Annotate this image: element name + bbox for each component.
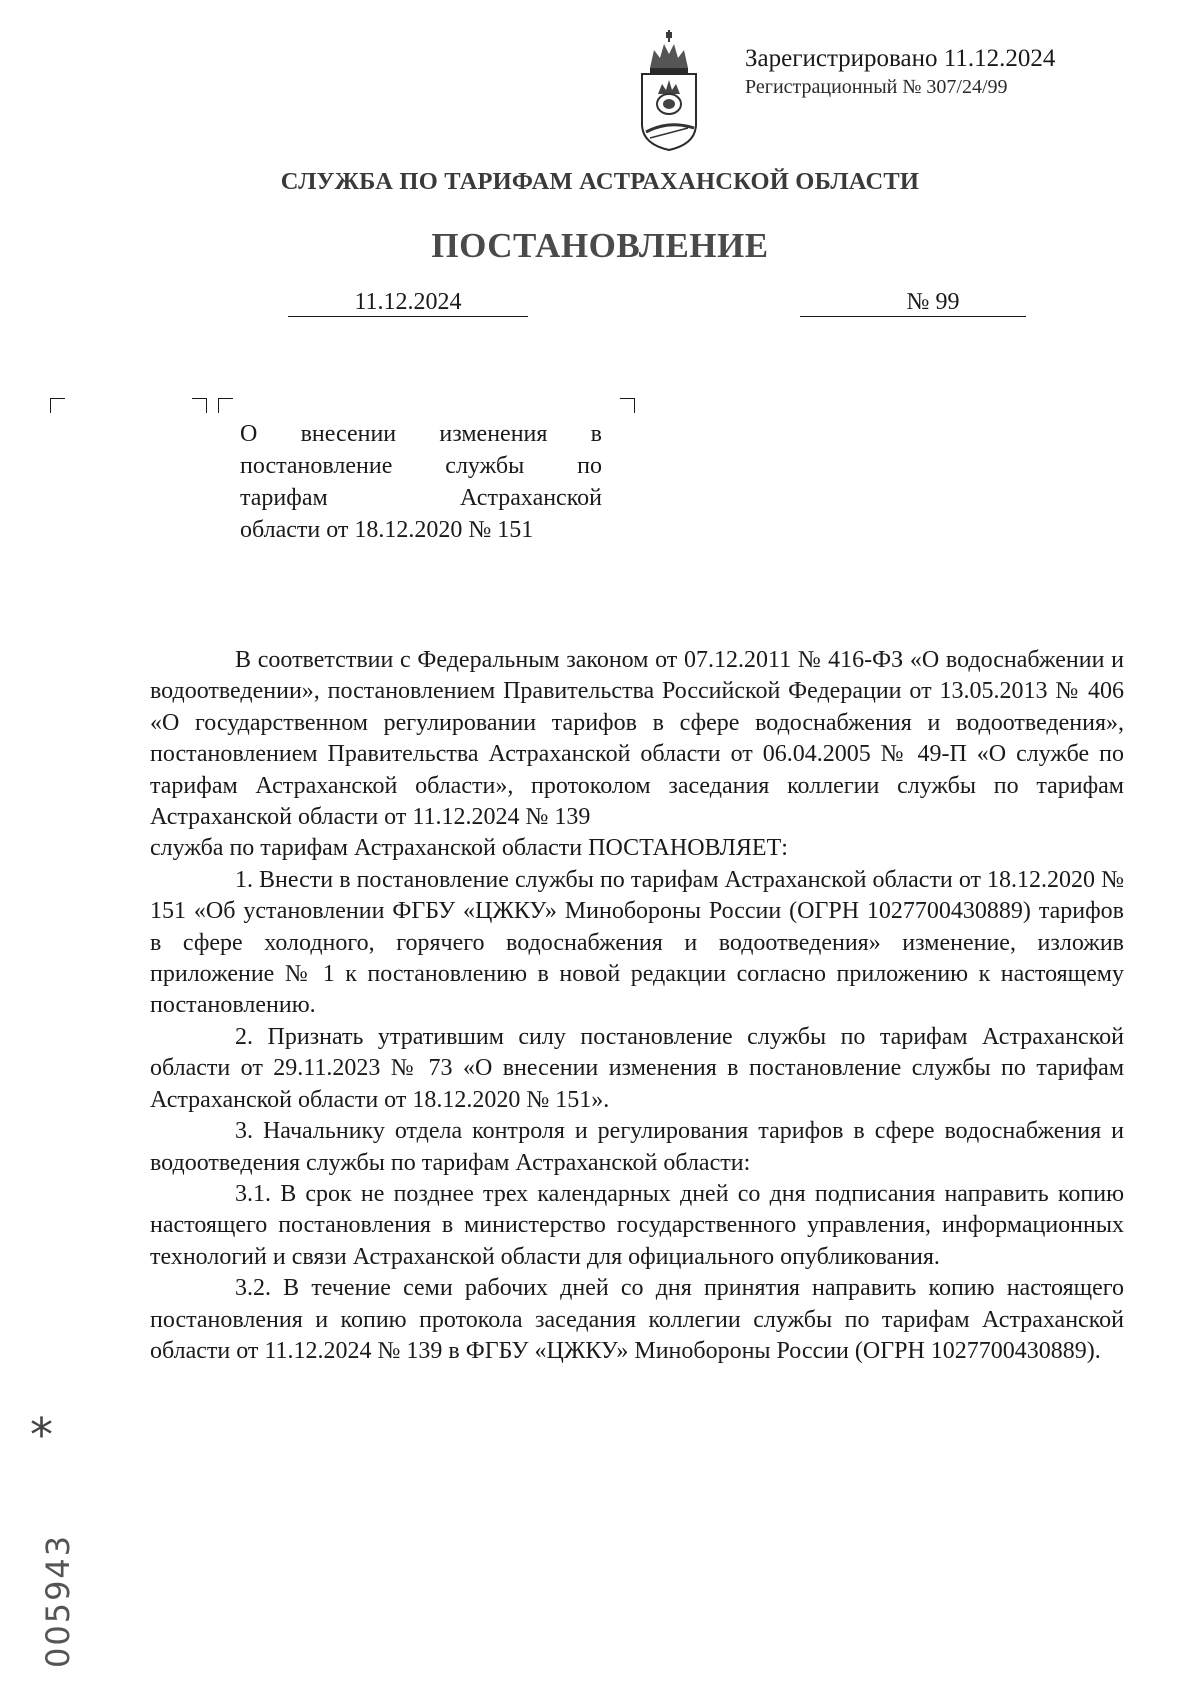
corner-mark-right <box>620 398 635 413</box>
item-paragraph: 3.1. В срок не позднее трех календарных дней со дня подписания направить копию настоящего постановления в министерство государственного управления, информационных технологий и связи Астраханской области для официального опубликования. <box>150 1180 1124 1270</box>
document-type: ПОСТАНОВЛЕНИЕ <box>431 226 769 265</box>
subject-line: постановление службы по <box>240 453 602 479</box>
agency-name: СЛУЖБА ПО ТАРИФАМ АСТРАХАНСКОЙ ОБЛАСТИ <box>280 168 920 195</box>
corner-mark-mid-right <box>192 398 207 413</box>
resolves-line: служба по тарифам Астраханской области ПОСТАНОВЛЯЕТ: <box>150 835 788 862</box>
subject-line: О внесении изменения в <box>240 421 602 447</box>
document-body <box>150 645 1124 1367</box>
item-paragraph: 3.2. В течение семи рабочих дней со дня принятия направить копию настоящего постановления и копию протокола заседания коллегии службы по тарифам Астраханской области от 11.12.2024 № 139 в ФГБУ «ЦЖКУ» Минобороны России (ОГРН 1027700430889). <box>150 1275 1124 1364</box>
item-paragraph: 1. Внести в постановление службы по тарифам Астраханской области от 18.12.2020 № 151 «Об установлении ФГБУ «ЦЖКУ» Минобороны России (ОГРН 1027700430889) тарифов в сфере холодного, горячего водоснабжения и водоотведения» изменение, изложив приложение № 1 к постановлению в новой редакции согласно приложению к настоящему постановлению. <box>150 866 1124 1019</box>
document-number <box>800 288 1026 317</box>
coat-of-arms-emblem <box>628 28 710 154</box>
registration-date: Зарегистрировано 11.12.2024 <box>745 45 1056 72</box>
side-stamp-number: 005943 <box>39 1533 77 1668</box>
corner-mark-left <box>50 398 65 413</box>
item-paragraph: 2. Признать утратившим силу постановление службы по тарифам Астраханской области от 29.11.2023 № 73 «О внесении изменения в постановление службы по тарифам Астраханской области от 18.12.2020 № 151». <box>150 1023 1124 1113</box>
subject-line: области от 18.12.2020 № 151 <box>240 517 534 543</box>
registration-block <box>745 44 1055 100</box>
document-date-text: 11.12.2024 <box>354 289 462 315</box>
preamble-paragraph: В соответствии с Федеральным законом от 07.12.2011 № 416-ФЗ «О водоснабжении и водоотведении», постановлением Правительства Российской Федерации от 13.05.2013 № 406 «О государственном регулировании тарифов в сфере водоснабжения и водоотведения», постановлением Правительства Астраханской области от 06.04.2005 № 49-П «О службе по тарифам Астраханской области», протоколом заседания коллегии службы по тарифам Астраханской области от 11.12.2024 № 139 <box>150 647 1124 831</box>
document-number-text: № 99 <box>906 289 960 315</box>
document-subject <box>240 418 602 546</box>
side-stamp <box>32 1478 84 1668</box>
corner-mark-mid-left <box>218 398 233 413</box>
subject-line: тарифам Астраханской <box>240 485 602 511</box>
document-date <box>288 288 528 317</box>
side-asterisk-mark: * <box>30 1408 53 1462</box>
item-paragraph: 3. Начальнику отдела контроля и регулирования тарифов в сфере водоснабжения и водоотведения службы по тарифам Астраханской области: <box>150 1118 1124 1176</box>
registration-number: Регистрационный № 307/24/99 <box>745 76 1008 98</box>
